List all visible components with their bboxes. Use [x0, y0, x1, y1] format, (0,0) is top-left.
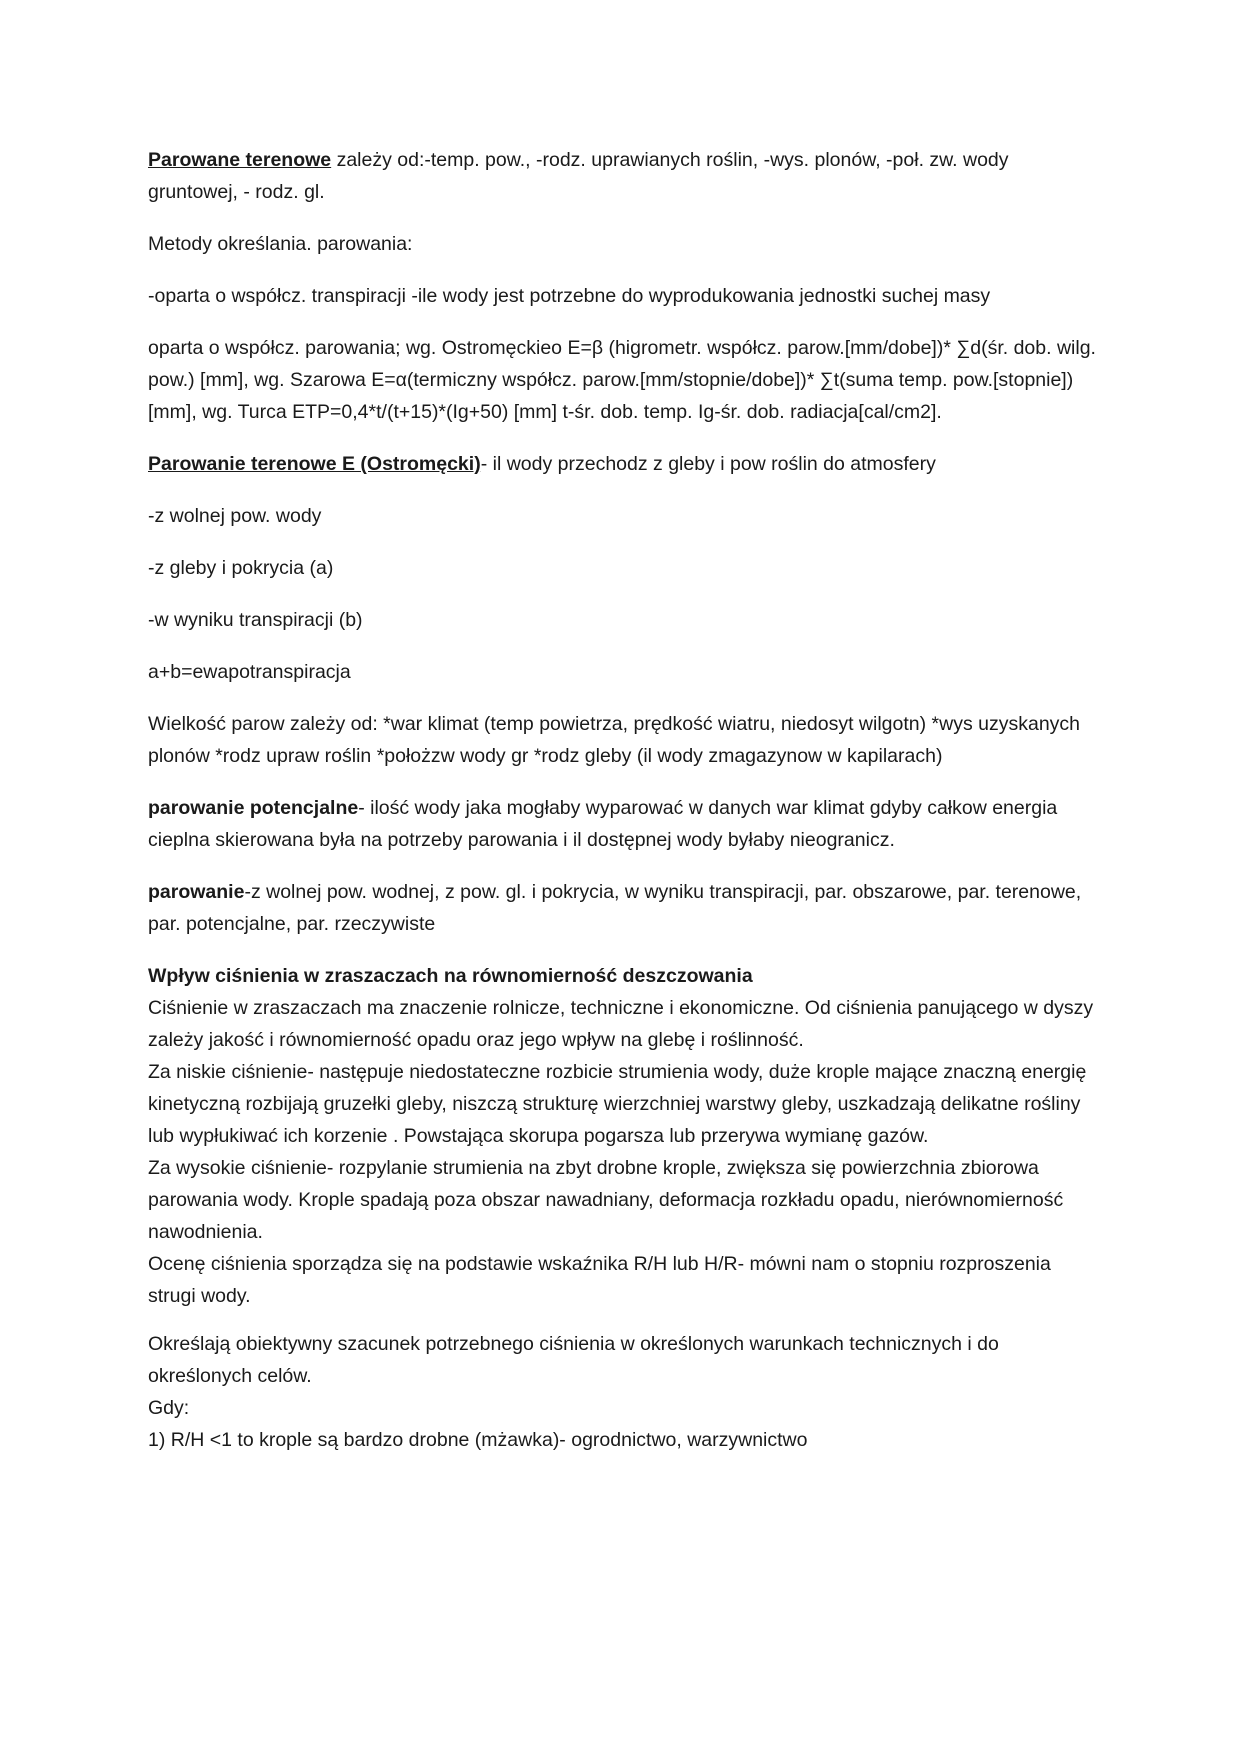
paragraph-za-wysokie: Za wysokie ciśnienie- rozpylanie strumienia na zbyt drobne krople, zwiększa się powierzchnia zbiorowa parowania wody. Krople spadają poza obszar nawadniany, deformacja rozkładu opadu, nierównomierność nawodnienia. [148, 1157, 1064, 1243]
term-parowanie-terenowe-e: Parowanie terenowe E (Ostromęcki) [148, 453, 481, 475]
term-parowanie: parowanie [148, 881, 245, 903]
paragraph-szacunek: Określają obiektywny szacunek potrzebnego ciśnienia w określonych warunkach technicznych i do określonych celów. [148, 1333, 999, 1387]
paragraph-wspolcz-parowania: oparta o współcz. parowania; wg. Ostromęckieo E=β (higrometr. współcz. parow.[mm/dobe])* ∑d(śr. dob. wilg. pow.) [mm], wg. Szarowa E=α(termiczny współcz. parow.[mm/stopnie/dobe])* ∑t(suma temp. pow.[stopnie]) [mm], wg. Turca ETP=0,4*t/(t+15)*(Ig+50) [mm] t-śr. dob. temp. Ig-śr. dob. radiacja[cal/cm2]. [148, 337, 1096, 423]
paragraph-metody: Metody określania. parowania: [148, 233, 413, 255]
paragraph-ostromecki [148, 448, 1098, 480]
term-parowanie-potencjalne: parowanie potencjalne [148, 797, 359, 819]
list-item-transpiracji: -w wyniku transpiracji (b) [148, 609, 363, 631]
paragraph-gdy: Gdy: [148, 1397, 190, 1419]
document-page [148, 144, 1098, 1456]
paragraph-parowanie-potencjalne [148, 792, 1098, 856]
paragraph-transpiracja: -oparta o współcz. transpiracji -ile wody jest potrzebne do wyprodukowania jednostki suchej masy [148, 285, 991, 307]
term-parowane-terenowe: Parowane terenowe [148, 149, 332, 171]
list-item-wolnej-pow: -z wolnej pow. wody [148, 505, 322, 527]
paragraph-ocena-cisnienia: Ocenę ciśnienia sporządza się na podstawie wskaźnika R/H lub H/R- mówni nam o stopniu rozproszenia strugi wody. [148, 1253, 1051, 1307]
list-item-rh-1: 1) R/H <1 to krople są bardzo drobne (mżawka)- ogrodnictwo, warzywnictwo [148, 1429, 808, 1451]
paragraph-parowanie [148, 876, 1098, 940]
paragraph-parowanie-terenowe [148, 144, 1098, 208]
paragraph-cisnienie-znaczenie: Ciśnienie w zraszaczach ma znaczenie rolnicze, techniczne i ekonomiczne. Od ciśnienia panującego w dyszy zależy jakość i równomierność opadu oraz jego wpływ na glebę i roślinność. [148, 997, 1094, 1051]
paragraph-za-niskie: Za niskie ciśnienie- następuje niedostateczne rozbicie strumienia wody, duże krople mające znaczną energię kinetyczną rozbijają gruzełki gleby, niszczą strukturę wierzchniej warstwy gleby, uszkadzają delikatne rośliny lub wypłukiwać ich korzenie . Powstająca skorupa pogarsza lub przerywa wymianę gazów. [148, 1061, 1087, 1147]
section-title: Wpływ ciśnienia w zraszaczach na równomierność deszczowania [148, 965, 753, 987]
list-item-gleby: -z gleby i pokrycia (a) [148, 557, 334, 579]
paragraph-ewapotranspiracja: a+b=ewapotranspiracja [148, 661, 351, 683]
paragraph-wielkosc-parow: Wielkość parow zależy od: *war klimat (temp powietrza, prędkość wiatru, niedosyt wilgotn) *wys uzyskanych plonów *rodz upraw roślin *położzw wody gr *rodz gleby (il wody zmagazynow w kapilarach) [148, 713, 1081, 767]
paragraph-text: -z wolnej pow. wodnej, z pow. gl. i pokrycia, w wyniku transpiracji, par. obszarowe, par. terenowe, par. potencjalne, par. rzeczywiste [148, 881, 1082, 935]
paragraph-text: zależy od:-temp. pow., -rodz. uprawianych roślin, -wys. plonów, -poł. zw. wody gruntowej, - rodz. gl. [148, 149, 1009, 203]
paragraph-text: - ilość wody jaka mogłaby wyparować w danych war klimat gdyby całkow energia cieplna skierowana była na potrzeby parowania i il dostępnej wody byłaby nieogranicz. [148, 797, 1058, 851]
paragraph-text: - il wody przechodz z gleby i pow roślin do atmosfery [480, 453, 936, 475]
